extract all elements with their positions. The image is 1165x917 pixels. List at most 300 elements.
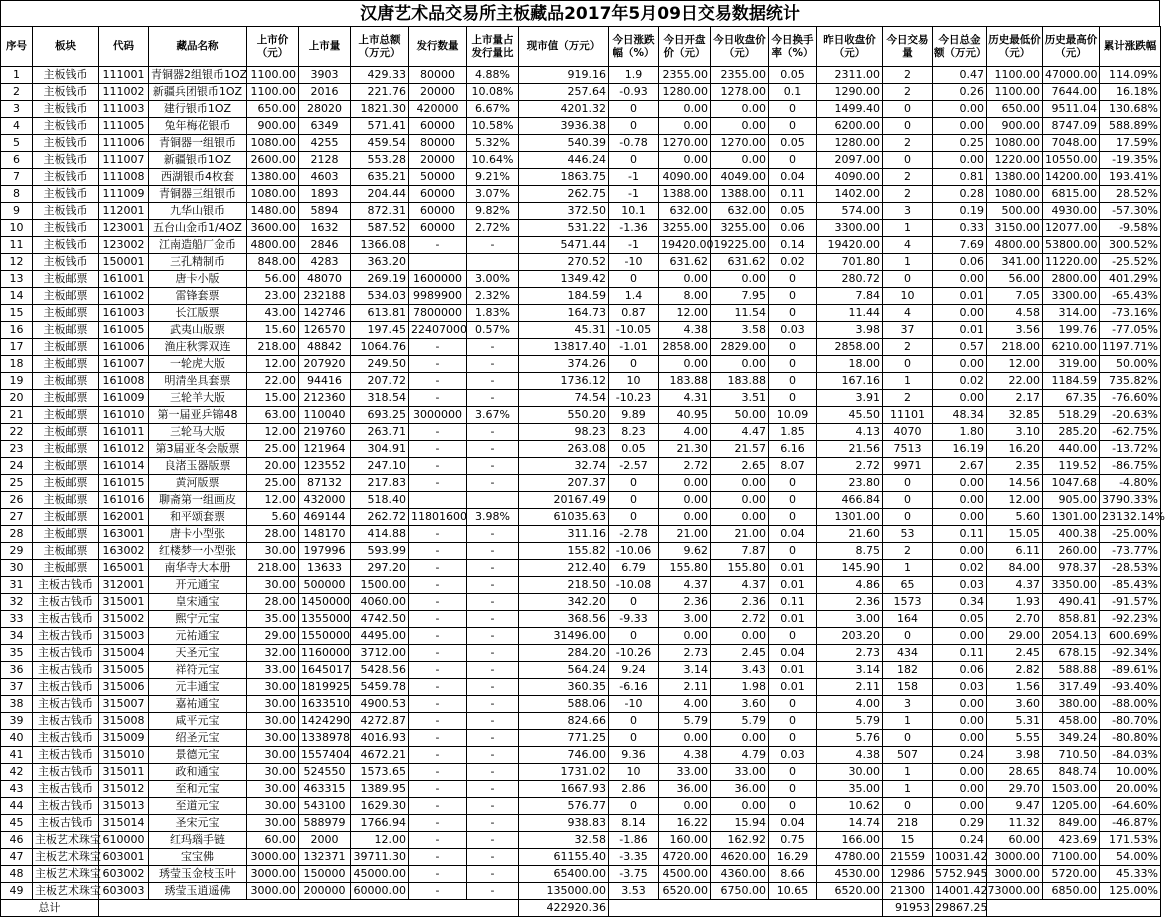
table-cell: 125.00%: [1100, 883, 1161, 900]
table-cell: 0: [769, 475, 817, 492]
table-cell: 315009: [99, 730, 149, 747]
table-cell: 23: [1, 441, 33, 458]
table-cell: 8.75: [817, 543, 883, 560]
table-cell: -: [467, 764, 519, 781]
table-cell: 1.93: [987, 594, 1043, 611]
table-cell: -57.30%: [1100, 203, 1161, 220]
table-cell: 16.29: [769, 849, 817, 866]
table-cell: 主板艺术珠宝: [33, 866, 99, 883]
table-cell: 0: [769, 118, 817, 135]
table-cell: -2.78: [609, 526, 659, 543]
table-cell: 6.11: [987, 543, 1043, 560]
table-cell: [409, 254, 467, 271]
table-row: [1, 118, 1161, 135]
table-cell: 0.00: [933, 101, 987, 118]
table-cell: 19225.00: [711, 237, 769, 254]
table-cell: 熙宁元宝: [149, 611, 247, 628]
table-row: [1, 186, 1161, 203]
table-cell: 3000000: [409, 407, 467, 424]
table-cell: 543100: [299, 798, 351, 815]
table-cell: 0.05: [933, 611, 987, 628]
table-cell: 0: [883, 798, 933, 815]
table-cell: 0.05: [609, 441, 659, 458]
table-cell: -: [409, 594, 467, 611]
table-cell: 咸平元宝: [149, 713, 247, 730]
table-cell: 5459.78: [351, 679, 409, 696]
table-cell: 110040: [299, 407, 351, 424]
table-cell: 3.14: [817, 662, 883, 679]
table-cell: 主板古钱币: [33, 679, 99, 696]
table-cell: 0: [609, 152, 659, 169]
table-cell: -: [409, 849, 467, 866]
table-cell: 183.88: [711, 373, 769, 390]
table-cell: 唐卡小版: [149, 271, 247, 288]
table-row: [1, 288, 1161, 305]
table-cell: 23.00: [247, 288, 299, 305]
table-cell: 297.20: [351, 560, 409, 577]
table-cell: 34: [1, 628, 33, 645]
table-cell: 0: [609, 492, 659, 509]
table-cell: 11101: [883, 407, 933, 424]
table-cell: 2: [883, 135, 933, 152]
table-cell: 0: [769, 339, 817, 356]
column-header: 历史最高价（元）: [1043, 27, 1100, 67]
table-cell: 46: [1, 832, 33, 849]
table-cell: 60000: [409, 118, 467, 135]
table-cell: 0.00: [933, 696, 987, 713]
table-cell: 主板钱币: [33, 135, 99, 152]
table-cell: 2.67: [933, 458, 987, 475]
table-cell: 312001: [99, 577, 149, 594]
table-cell: 588.06: [519, 696, 609, 713]
table-cell: 0: [769, 730, 817, 747]
table-cell: 420000: [409, 101, 467, 118]
table-cell: 80000: [409, 67, 467, 84]
table-cell: 207.37: [519, 475, 609, 492]
table-cell: 3000.00: [247, 849, 299, 866]
table-cell: 建行银币1OZ: [149, 101, 247, 118]
table-row: [1, 866, 1161, 883]
table-cell: 161002: [99, 288, 149, 305]
table-cell: 423.69: [1043, 832, 1100, 849]
table-cell: 7048.00: [1043, 135, 1100, 152]
table-cell: -: [467, 577, 519, 594]
table-cell: 161003: [99, 305, 149, 322]
table-cell: 33.00: [247, 662, 299, 679]
column-header: 今日开盘价（元）: [659, 27, 711, 67]
table-cell: 111006: [99, 135, 149, 152]
table-row: [1, 220, 1161, 237]
table-cell: 21559: [883, 849, 933, 866]
table-cell: 0.00: [933, 713, 987, 730]
table-cell: 主板古钱币: [33, 730, 99, 747]
column-header: 藏品名称: [149, 27, 247, 67]
table-cell: -: [467, 883, 519, 900]
table-cell: 540.39: [519, 135, 609, 152]
table-cell: 0.01: [769, 577, 817, 594]
table-cell: 1220.00: [987, 152, 1043, 169]
table-cell: 119.52: [1043, 458, 1100, 475]
table-cell: 374.26: [519, 356, 609, 373]
table-cell: 315007: [99, 696, 149, 713]
table-cell: 1.80: [933, 424, 987, 441]
table-row: [1, 849, 1161, 866]
table-cell: 22: [1, 424, 33, 441]
table-cell: -: [467, 747, 519, 764]
table-cell: 1080.00: [247, 135, 299, 152]
table-cell: 10: [883, 288, 933, 305]
table-cell: -25.52%: [1100, 254, 1161, 271]
table-cell: 三孔精制币: [149, 254, 247, 271]
table-cell: -: [467, 866, 519, 883]
column-header: 昨日收盘价（元）: [817, 27, 883, 67]
table-cell: -9.33: [609, 611, 659, 628]
table-cell: 主板邮票: [33, 305, 99, 322]
table-cell: 613.81: [351, 305, 409, 322]
table-cell: 1573.65: [351, 764, 409, 781]
table-cell: 0: [883, 509, 933, 526]
table-cell: 4800.00: [247, 237, 299, 254]
table-cell: 632.00: [659, 203, 711, 220]
table-cell: 主板古钱币: [33, 747, 99, 764]
table-cell: 269.19: [351, 271, 409, 288]
table-cell: 161015: [99, 475, 149, 492]
table-cell: 315004: [99, 645, 149, 662]
table-cell: 262.72: [351, 509, 409, 526]
table-cell: 84.00: [987, 560, 1043, 577]
table-cell: -73.16%: [1100, 305, 1161, 322]
table-cell: 4: [883, 305, 933, 322]
table-cell: -: [467, 815, 519, 832]
table-cell: 21.00: [711, 526, 769, 543]
table-cell: 20000: [409, 84, 467, 101]
column-header: 今日换手率（%）: [769, 27, 817, 67]
table-cell: 4.37: [711, 577, 769, 594]
table-cell: -0.93: [609, 84, 659, 101]
table-cell: 0.11: [933, 645, 987, 662]
table-cell: 315012: [99, 781, 149, 798]
table-cell: 317.49: [1043, 679, 1100, 696]
table-cell: -: [409, 475, 467, 492]
table-cell: 21.56: [817, 441, 883, 458]
table-cell: 650.00: [247, 101, 299, 118]
table-cell: 315001: [99, 594, 149, 611]
table-cell: 5428.56: [351, 662, 409, 679]
table-cell: 0: [609, 713, 659, 730]
table-cell: 5.76: [817, 730, 883, 747]
table-cell: 1: [883, 254, 933, 271]
table-cell: 16.22: [659, 815, 711, 832]
table-cell: 631.62: [659, 254, 711, 271]
table-row: [1, 798, 1161, 815]
table-cell: 39711.30: [351, 849, 409, 866]
table-cell: 3.07%: [467, 186, 519, 203]
table-cell: 2.36: [659, 594, 711, 611]
table-cell: 534.03: [351, 288, 409, 305]
table-cell: -: [409, 781, 467, 798]
table-cell: 60000: [409, 220, 467, 237]
table-cell: 60000: [409, 203, 467, 220]
table-cell: 112001: [99, 203, 149, 220]
table-cell: 6750.00: [711, 883, 769, 900]
table-cell: 1047.68: [1043, 475, 1100, 492]
table-cell: 165001: [99, 560, 149, 577]
table-cell: 14200.00: [1043, 169, 1100, 186]
table-cell: 4.00: [817, 696, 883, 713]
table-cell: 28.00: [247, 526, 299, 543]
table-cell: -92.23%: [1100, 611, 1161, 628]
table-cell: 景德元宝: [149, 747, 247, 764]
table-cell: 1731.02: [519, 764, 609, 781]
table-cell: 8.00: [659, 288, 711, 305]
table-cell: 0.06: [769, 220, 817, 237]
table-cell: -20.63%: [1100, 407, 1161, 424]
table-cell: -10.26: [609, 645, 659, 662]
table-cell: 35.00: [817, 781, 883, 798]
table-cell: 7.69: [933, 237, 987, 254]
table-cell: 11.32: [987, 815, 1043, 832]
table-cell: 218.00: [247, 339, 299, 356]
table-cell: 4.38: [817, 747, 883, 764]
column-header: 上市量占发行量比: [467, 27, 519, 67]
table-cell: 50.00: [711, 407, 769, 424]
table-cell: 16: [1, 322, 33, 339]
table-cell: 635.21: [351, 169, 409, 186]
table-cell: 111002: [99, 84, 149, 101]
table-cell: 4283: [299, 254, 351, 271]
table-cell: 4.58: [987, 305, 1043, 322]
table-cell: 524550: [299, 764, 351, 781]
table-row: [1, 832, 1161, 849]
table-cell: -: [409, 560, 467, 577]
table-cell: 0: [609, 118, 659, 135]
table-cell: 247.10: [351, 458, 409, 475]
table-cell: 2.36: [817, 594, 883, 611]
table-cell: 西湖银币4枚套: [149, 169, 247, 186]
table-cell: 3790.33%: [1100, 492, 1161, 509]
table-cell: 0.19: [933, 203, 987, 220]
table-cell: 0.11: [769, 186, 817, 203]
table-cell: 1.85: [769, 424, 817, 441]
table-cell: 5.79: [659, 713, 711, 730]
table-cell: 5.79: [711, 713, 769, 730]
table-cell: -77.05%: [1100, 322, 1161, 339]
table-cell: 0: [609, 730, 659, 747]
page-title: 汉唐艺术品交易所主板藏品2017年5月09日交易数据统计: [0, 0, 1160, 26]
table-cell: 聊斋第一组画皮: [149, 492, 247, 509]
table-cell: 主板古钱币: [33, 798, 99, 815]
table-cell: 唐卡小型张: [149, 526, 247, 543]
table-cell: 0.81: [933, 169, 987, 186]
table-cell: 4360.00: [711, 866, 769, 883]
table-cell: 3.00: [659, 611, 711, 628]
table-cell: 11.54: [711, 305, 769, 322]
table-cell: 1633510: [299, 696, 351, 713]
table-cell: 2355.00: [659, 67, 711, 84]
table-cell: 2.17: [987, 390, 1043, 407]
table-cell: 4090.00: [817, 169, 883, 186]
table-row: [1, 271, 1161, 288]
table-cell: -: [467, 713, 519, 730]
table-cell: 500.00: [987, 203, 1043, 220]
table-cell: 130.68%: [1100, 101, 1161, 118]
table-cell: 0.14: [769, 237, 817, 254]
table-cell: 315013: [99, 798, 149, 815]
table-cell: 青铜器2组银币1OZ: [149, 67, 247, 84]
table-cell: 2: [883, 339, 933, 356]
table-cell: [467, 254, 519, 271]
table-cell: 4.79: [711, 747, 769, 764]
table-cell: 2.86: [609, 781, 659, 798]
table-cell: 28.52%: [1100, 186, 1161, 203]
table-cell: 4: [883, 237, 933, 254]
table-cell: 30.00: [817, 764, 883, 781]
table-cell: 1389.95: [351, 781, 409, 798]
table-cell: 13: [1, 271, 33, 288]
table-cell: 4672.21: [351, 747, 409, 764]
table-cell: -: [467, 645, 519, 662]
table-cell: 160.00: [659, 832, 711, 849]
table-cell: 10.1: [609, 203, 659, 220]
table-cell: 1424290: [299, 713, 351, 730]
table-cell: 459.54: [351, 135, 409, 152]
table-cell: 0: [769, 271, 817, 288]
table-cell: 23132.14%: [1100, 509, 1161, 526]
table-cell: 3.60: [711, 696, 769, 713]
table-cell: -62.75%: [1100, 424, 1161, 441]
table-cell: 87132: [299, 475, 351, 492]
table-cell: 3.10: [987, 424, 1043, 441]
table-cell: 主板钱币: [33, 186, 99, 203]
table-cell: -10: [609, 696, 659, 713]
table-cell: 0: [769, 713, 817, 730]
table-cell: 400.38: [1043, 526, 1100, 543]
table-cell: 432000: [299, 492, 351, 509]
table-cell: 长江版票: [149, 305, 247, 322]
table-cell: 9.62: [659, 543, 711, 560]
table-cell: 3600.00: [247, 220, 299, 237]
column-header: 发行数量: [409, 27, 467, 67]
table-row: [1, 458, 1161, 475]
table-cell: 262.75: [519, 186, 609, 203]
table-row: [1, 764, 1161, 781]
table-cell: -: [409, 645, 467, 662]
table-cell: 主板钱币: [33, 84, 99, 101]
table-cell: 94416: [299, 373, 351, 390]
table-cell: 3712.00: [351, 645, 409, 662]
table-cell: 218: [883, 815, 933, 832]
table-cell: 0.00: [659, 152, 711, 169]
table-cell: 2800.00: [1043, 271, 1100, 288]
table-cell: 0.00: [659, 101, 711, 118]
table-cell: 主板邮票: [33, 356, 99, 373]
table-cell: 2600.00: [247, 152, 299, 169]
table-cell: 0: [883, 101, 933, 118]
table-cell: 3.14: [659, 662, 711, 679]
table-cell: -: [467, 611, 519, 628]
table-cell: -13.72%: [1100, 441, 1161, 458]
table-cell: 500000: [299, 577, 351, 594]
table-cell: 372.50: [519, 203, 609, 220]
table-cell: -: [409, 798, 467, 815]
table-cell: 0: [769, 798, 817, 815]
table-cell: 30.00: [247, 730, 299, 747]
table-cell: 0.01: [769, 679, 817, 696]
table-cell: 2: [1, 84, 33, 101]
table-cell: 7.05: [987, 288, 1043, 305]
table-cell: -65.43%: [1100, 288, 1161, 305]
table-cell: 318.54: [351, 390, 409, 407]
table-cell: 0.00: [933, 271, 987, 288]
table-cell: 6210.00: [1043, 339, 1100, 356]
table-cell: 161009: [99, 390, 149, 407]
table-cell: 2.72: [659, 458, 711, 475]
table-cell: 0.00: [933, 730, 987, 747]
table-cell: 1: [883, 220, 933, 237]
table-cell: 218.50: [519, 577, 609, 594]
table-cell: -64.60%: [1100, 798, 1161, 815]
table-cell: 0: [769, 781, 817, 798]
table-cell: 2355.00: [711, 67, 769, 84]
table-cell: 49: [1, 883, 33, 900]
table-cell: 0.00: [933, 118, 987, 135]
table-cell: 1499.40: [817, 101, 883, 118]
table-cell: -88.00%: [1100, 696, 1161, 713]
table-cell: 主板钱币: [33, 203, 99, 220]
table-cell: 315003: [99, 628, 149, 645]
table-cell: 3350.00: [1043, 577, 1100, 594]
table-cell: 3.91: [817, 390, 883, 407]
table-cell: 0.01: [769, 560, 817, 577]
table-cell: 232188: [299, 288, 351, 305]
table-cell: 27: [1, 509, 33, 526]
table-cell: 161001: [99, 271, 149, 288]
table-cell: 绍圣元宝: [149, 730, 247, 747]
table-cell: 32.00: [247, 645, 299, 662]
column-header: 序号: [1, 27, 33, 67]
table-cell: 武夷山版票: [149, 322, 247, 339]
table-cell: 10.64%: [467, 152, 519, 169]
table-cell: 1600000: [409, 271, 467, 288]
table-cell: 263.08: [519, 441, 609, 458]
table-cell: 0.05: [769, 67, 817, 84]
table-cell: -91.57%: [1100, 594, 1161, 611]
table-cell: 150000: [299, 866, 351, 883]
table-cell: 主板邮票: [33, 458, 99, 475]
table-cell: -: [467, 441, 519, 458]
table-cell: 32: [1, 594, 33, 611]
table-cell: -: [467, 543, 519, 560]
table-cell: 5.60: [247, 509, 299, 526]
table-cell: 900.00: [987, 118, 1043, 135]
table-cell: 341.00: [987, 254, 1043, 271]
table-cell: 440.00: [1043, 441, 1100, 458]
table-cell: 10: [609, 764, 659, 781]
table-cell: 61035.63: [519, 509, 609, 526]
table-cell: 10031.42: [933, 849, 987, 866]
table-cell: 0: [769, 492, 817, 509]
table-cell: 0.11: [933, 526, 987, 543]
table-cell: -: [409, 764, 467, 781]
table-cell: 126570: [299, 322, 351, 339]
table-cell: 1160000: [299, 645, 351, 662]
table-cell: -: [467, 696, 519, 713]
table-cell: 政和通宝: [149, 764, 247, 781]
table-cell: 142746: [299, 305, 351, 322]
table-cell: 0: [609, 356, 659, 373]
table-cell: 1301.00: [817, 509, 883, 526]
table-cell: -76.60%: [1100, 390, 1161, 407]
